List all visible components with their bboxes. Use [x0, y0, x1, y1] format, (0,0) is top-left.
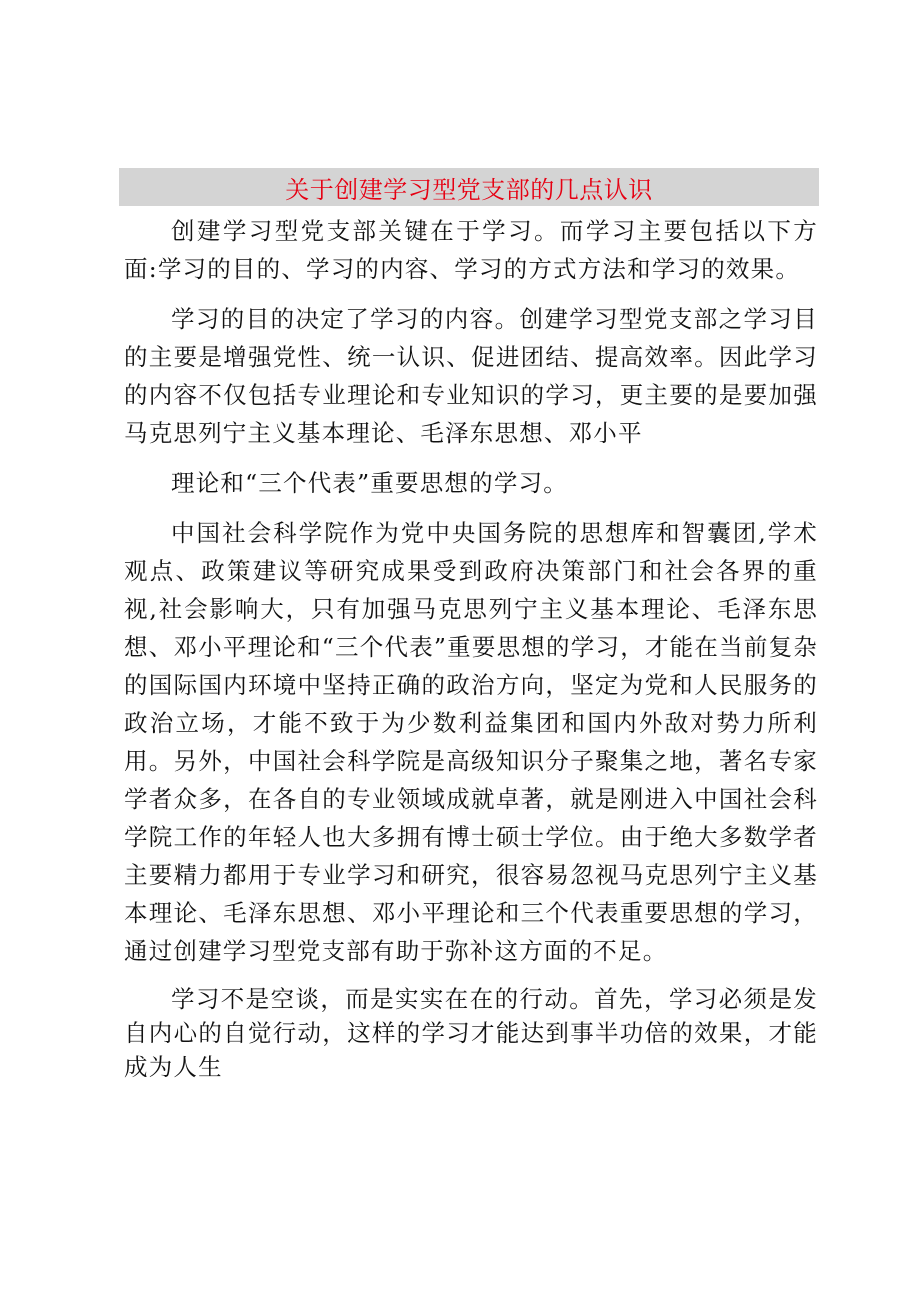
paragraph-2: 学习的目的决定了学习的内容。创建学习型党支部之学习目的主要是增强党性、统一认识、促进团结、提高效率。因此学习的内容不仅包括专业理论和专业知识的学习，更主要的是要加强马克思列宁主义基本理论、毛泽东思想、邓小平: [124, 305, 818, 447]
document-title: 关于创建学习型党支部的几点认识: [285, 175, 653, 204]
document-body: [124, 212, 818, 1084]
paragraph-5: 学习不是空谈，而是实实在在的行动。首先，学习必须是发自内心的自觉行动，这样的学习才能达到事半功倍的效果，才能成为人生: [124, 985, 818, 1081]
paragraph-1: 创建学习型党支部关键在于学习。而学习主要包括以下方面:学习的目的、学习的内容、学习的方式方法和学习的效果。: [124, 217, 818, 283]
paragraph-3: 理论和“三个代表”重要思想的学习。: [171, 469, 568, 497]
paragraph-4: 中国社会科学院作为党中央国务院的思想库和智囊团,学术观点、政策建议等研究成果受到政府决策部门和社会各界的重视,社会影响大，只有加强马克思列宁主义基本理论、毛泽东思想、邓小平理论和“三个代表”重要思想的学习，才能在当前复杂的国际国内环境中坚持正确的政治方向，坚定为党和人民服务的政治立场，才能不致于为少数利益集团和国内外敌对势力所利用。另外，中国社会科学院是高级知识分子聚集之地，著名专家学者众多，在各自的专业领域成就卓著，就是刚进入中国社会科学院工作的年轻人也大多拥有博士硕士学位。由于绝大多数学者主要精力都用于专业学习和研究，很容易忽视马克思列宁主义基本理论、毛泽东思想、邓小平理论和三个代表重要思想的学习，通过创建学习型党支部有助于弥补这方面的不足。: [124, 519, 818, 965]
title-bar: [119, 168, 819, 206]
